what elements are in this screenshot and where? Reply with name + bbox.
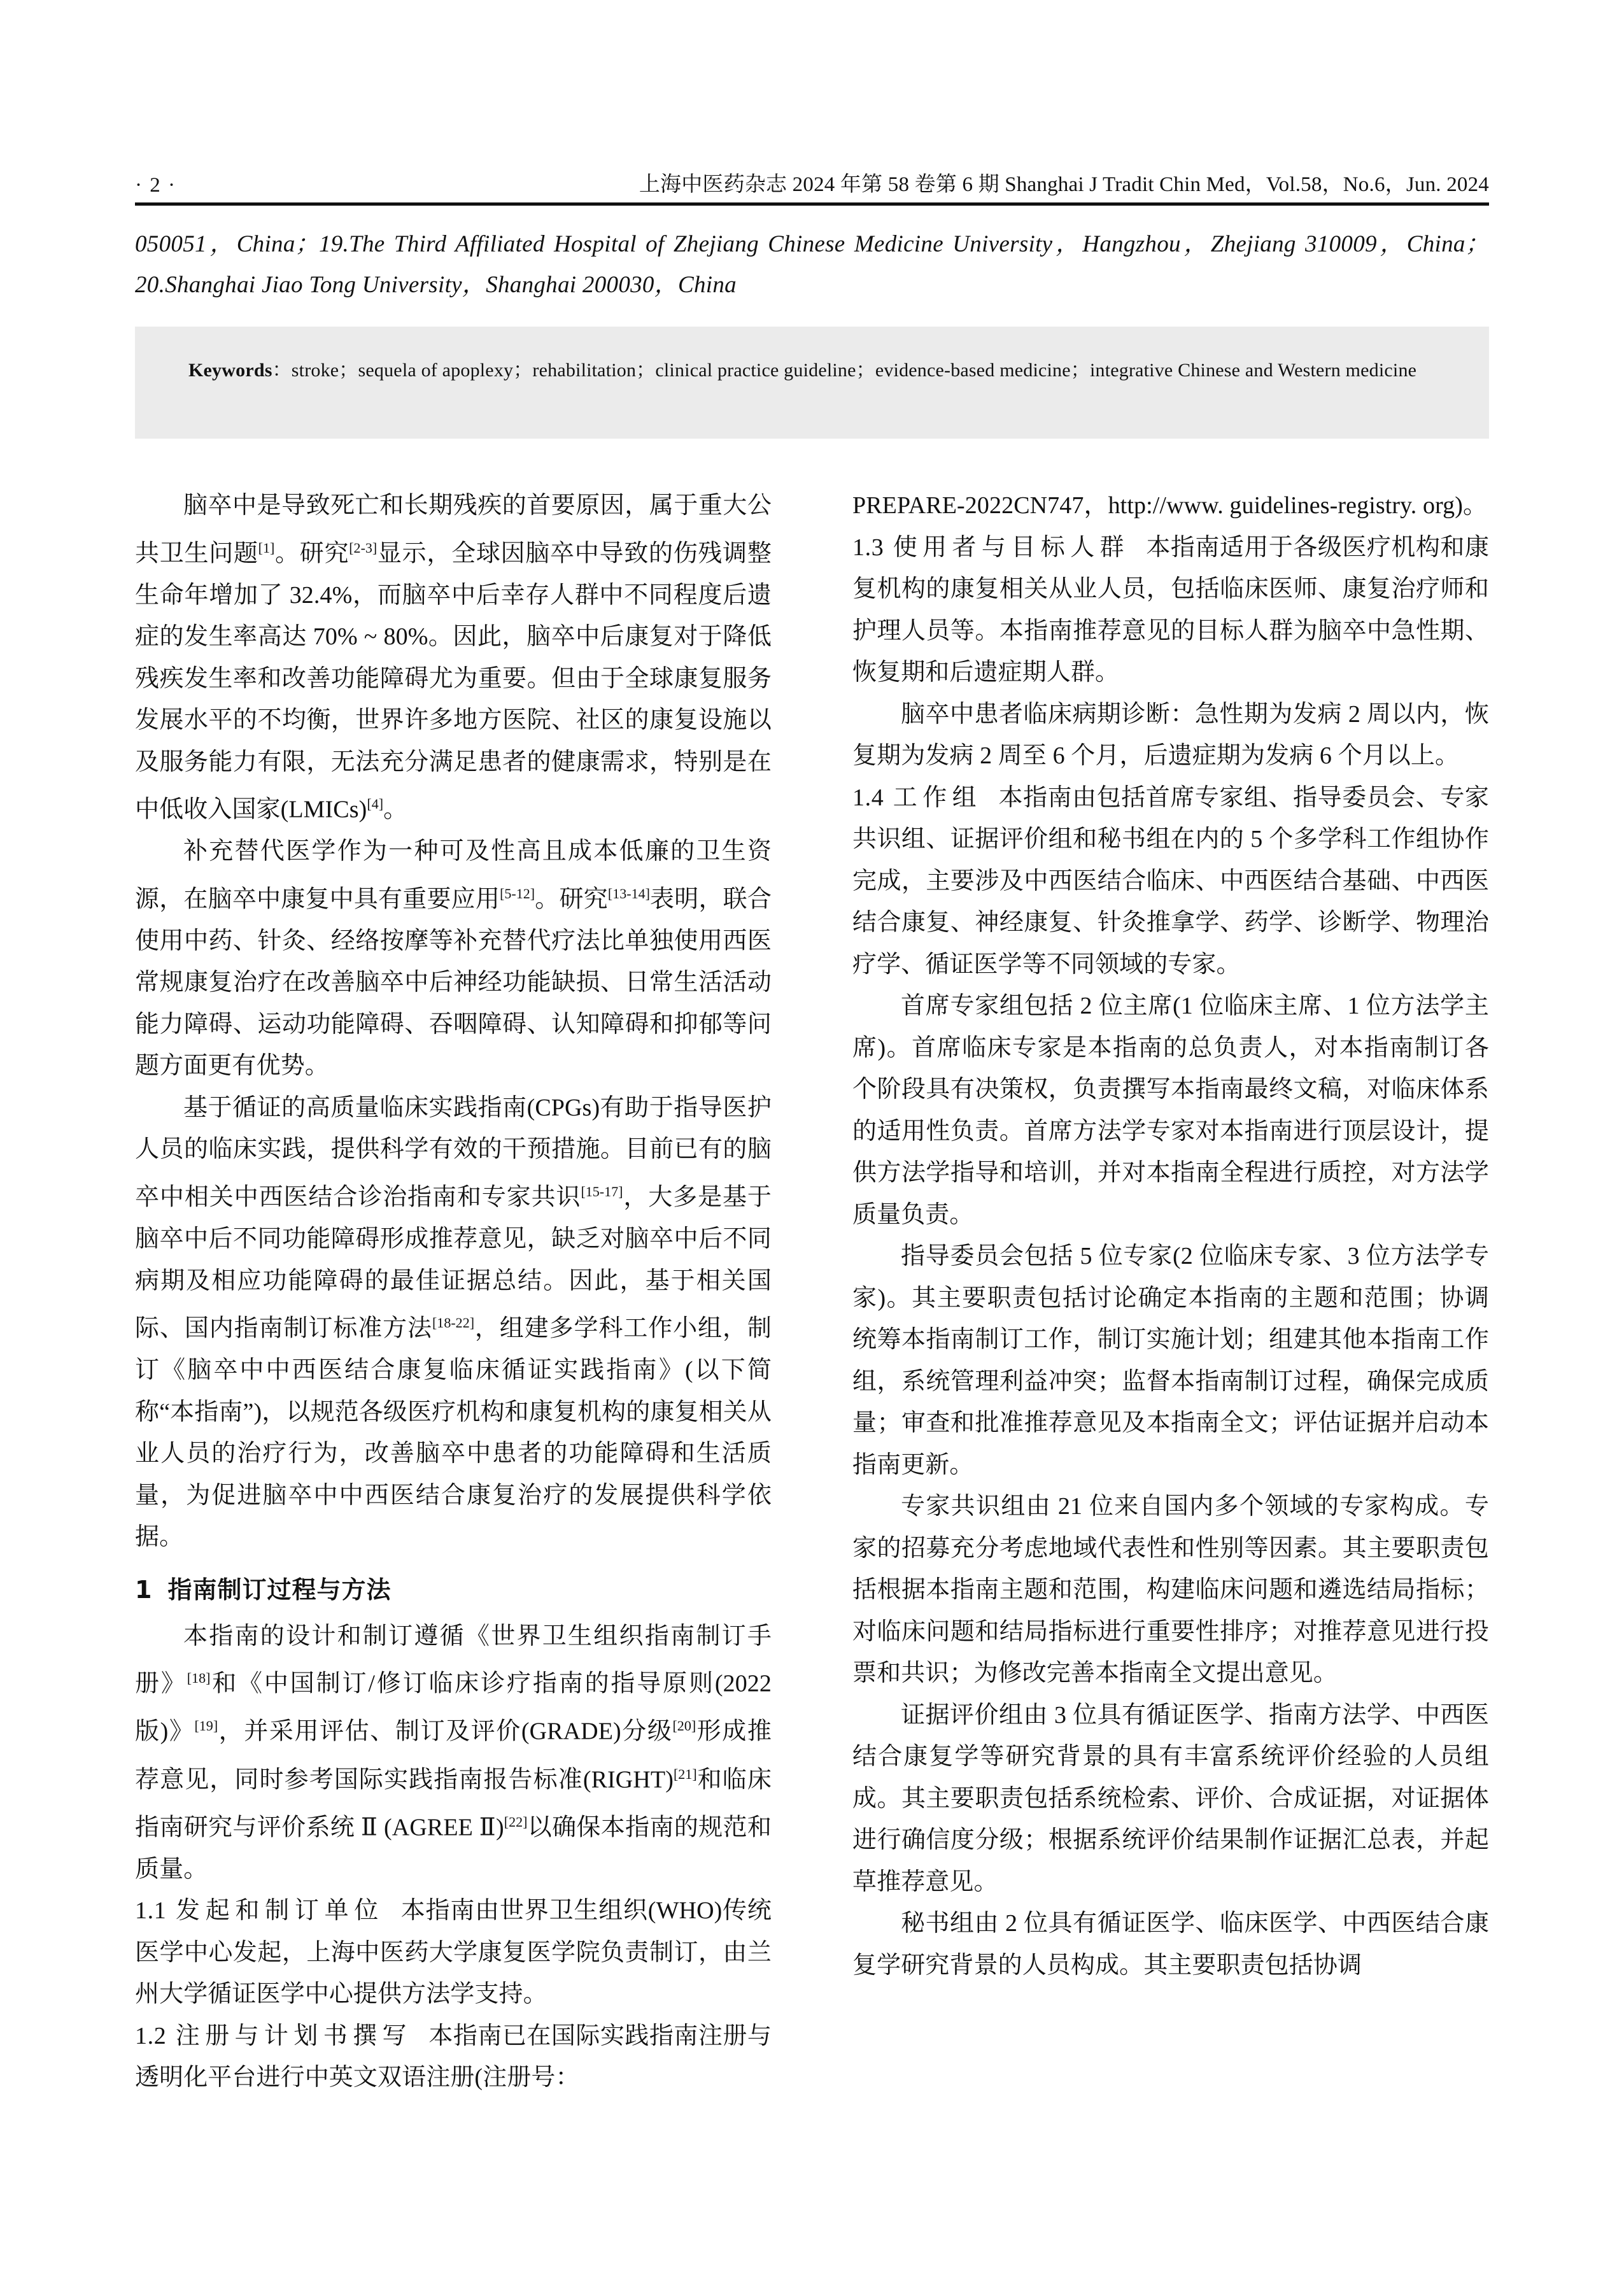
subsection-number: 1.2 — [135, 2022, 167, 2049]
paragraph-steering-committee: 指导委员会包括 5 位专家(2 位临床专家、3 位方法学专家)。其主要职责包括讨论确定本指南的主题和范围；协调统筹本指南制订工作，制订实施计划；组建其他本指南工作组，系统管理利益冲突；监督本指南制订过程，确保完成质量；审查和批准推荐意见及本指南全文；评估证据并启动本指南更新。 — [852, 1243, 1489, 1478]
page-folio: · 2 · — [135, 174, 176, 197]
paragraph-chief-expert-group: 首席专家组包括 2 位主席(1 位临床主席、1 位方法学主席)。首席临床专家是本指南的总负责人，对本指南制订各个阶段具有决策权，负责撰写本指南最终文稿，对临床体系的适用性负责。首席方法学专家对本指南进行顶层设计，提供方法学指导和培训，并对本指南全程进行质控，对方法学质量负责。 — [852, 993, 1489, 1228]
journal-citation: 上海中医药杂志 2024 年第 58 卷第 6 期 Shanghai J Tradit Chin Med，Vol.58，No.6，Jun. 2024 — [639, 173, 1489, 196]
subsection-title: 工作组 — [893, 784, 982, 811]
paragraph-methods-overview: 本指南的设计和制订遵循《世界卫生组织指南制订手册》[18]和《中国制订/修订临床诊疗指南的指导原则(2022 版)》[19]，并采用评估、制订及评价(GRADE)分级[20]形成推荐意见，同时参考国际实践指南报告标准(RIGHT)[21]和临床指南研究与评价系统 Ⅱ (AGREE Ⅱ)[22]以确保本指南的规范和质量。 — [135, 1622, 772, 1883]
subsection-number: 1.4 — [852, 784, 884, 811]
subsection-1-4 — [852, 777, 1489, 986]
paragraph-evidence-group: 证据评价组由 3 位具有循证医学、指南方法学、中西医结合康复学等研究背景的具有丰富系统评价经验的人员组成。其主要职责包括系统检索、评价、合成证据，对证据体进行确信度分级；根据系统评价结果制作证据汇总表，并起草推荐意见。 — [852, 1701, 1489, 1895]
paragraph-secretariat-group: 秘书组由 2 位具有循证医学、临床医学、中西医结合康复学研究背景的人员构成。其主要职责包括协调 — [852, 1910, 1489, 1979]
reference-marker: [13-14] — [607, 885, 650, 902]
subsection-body: 本指南由包括首席专家组、指导委员会、专家共识组、证据评价组和秘书组在内的 5 个多学科工作组协作完成，主要涉及中西医结合临床、中西医结合基础、中西医结合康复、神经康复、针灸推拿学、药学、诊断学、物理治疗学、循证医学等不同领域的专家。 — [852, 784, 1489, 978]
reference-marker: [19] — [194, 1718, 218, 1734]
paragraph-intro-1: 脑卒中是导致死亡和长期残疾的首要原因，属于重大公共卫生问题[1]。研究[2-3]显示，全球因脑卒中导致的伤残调整生命年增加了 32.4%，而脑卒中后幸存人群中不同程度后遗症的发生率高达 70% ~ 80%。因此，脑卒中后康复对于降低残疾发生率和改善功能障碍尤为重要。但由于全球康复服务发展水平的不均衡，世界许多地方医院、社区的康复设施以及服务能力有限，无法充分满足患者的健康需求，特别是在中低收入国家(LMICs)[4]。 — [135, 492, 772, 823]
keywords-terms: stroke；sequela of apoplexy；rehabilitation；clinical practice guideline；evidence-based medicine；integrative Chinese and Western medicine — [291, 360, 1417, 381]
subsection-1-1 — [135, 1890, 772, 2016]
affiliation-list: 050051，China；19.The Third Affiliated Hospital of Zhejiang Chinese Medicine University，Hangzhou，Zhejiang 310009，China；20.Shanghai Jiao Tong University，Shanghai 200030，China — [135, 231, 1489, 298]
reference-marker: [18] — [187, 1670, 211, 1687]
subsection-1-2 — [135, 2016, 772, 2099]
section-number: 1 — [135, 1575, 153, 1604]
reference-marker: [5-12] — [500, 885, 535, 902]
section-title: 指南制订过程与方法 — [167, 1575, 392, 1604]
body-columns — [135, 485, 1489, 2204]
reference-marker: [15-17] — [581, 1183, 623, 1199]
subsection-1-3 — [852, 527, 1489, 694]
reference-marker: [20] — [672, 1718, 696, 1734]
reference-marker: [4] — [367, 796, 384, 812]
subsection-title: 注册与计划书撰写 — [175, 2022, 412, 2049]
column-right — [852, 485, 1489, 1986]
reference-marker: [2-3] — [349, 539, 378, 556]
keywords-text — [188, 352, 1436, 389]
column-left — [135, 485, 772, 2099]
reference-marker: [21] — [673, 1765, 697, 1782]
keywords-label: Keywords — [188, 360, 272, 381]
keywords-box — [135, 327, 1489, 439]
reference-marker: [22] — [504, 1813, 528, 1830]
paragraph-consensus-group: 专家共识组由 21 位来自国内多个领域的专家构成。专家的招募充分考虑地域代表性和性别等因素。其主要职责包括根据本指南主题和范围，构建临床问题和遴选结局指标；对临床问题和结局指标进行重要性排序；对推荐意见进行投票和共识；为修改完善本指南全文提出意见。 — [852, 1493, 1489, 1687]
subsection-number: 1.1 — [135, 1897, 167, 1925]
subsection-title: 使用者与目标人群 — [893, 534, 1129, 561]
subsection-title: 发起和制订单位 — [175, 1897, 384, 1925]
section-heading-1 — [135, 1567, 772, 1612]
subsection-number: 1.3 — [852, 534, 884, 561]
paragraph-registration-continued: PREPARE-2022CN747，http://www. guidelines-registry. org)。 — [852, 492, 1488, 519]
subsection-body: 本指南适用于各级医疗机构和康复机构的康复相关从业人员，包括临床医师、康复治疗师和护理人员等。本指南推荐意见的目标人群为脑卒中急性期、恢复期和后遗症期人群。 — [852, 534, 1489, 686]
reference-marker: [18-22] — [432, 1315, 475, 1331]
paragraph-clinical-stages: 脑卒中患者临床病期诊断：急性期为发病 2 周以内，恢复期为发病 2 周至 6 个月，后遗症期为发病 6 个月以上。 — [852, 700, 1489, 769]
keywords-separator: ： — [272, 360, 292, 381]
subsection-body: 本指南由世界卫生组织(WHO)传统医学中心发起，上海中医药大学康复医学院负责制订，由兰州大学循证医学中心提供方法学支持。 — [135, 1897, 772, 2008]
running-head — [135, 158, 1489, 197]
subsection-body: 本指南已在国际实践指南注册与透明化平台进行中英文双语注册(注册号： — [135, 2022, 772, 2091]
paragraph-intro-2: 补充替代医学作为一种可及性高且成本低廉的卫生资源，在脑卒中康复中具有重要应用[5-12]。研究[13-14]表明，联合使用中药、针灸、经络按摩等补充替代疗法比单独使用西医常规康复治疗在改善脑卒中后神经功能缺损、日常生活活动能力障碍、运动功能障碍、吞咽障碍、认知障碍和抑郁等问题方面更有优势。 — [135, 838, 772, 1080]
reference-marker: [1] — [258, 539, 275, 556]
paragraph-intro-3: 基于循证的高质量临床实践指南(CPGs)有助于指导医护人员的临床实践，提供科学有效的干预措施。目前已有的脑卒中相关中西医结合诊治指南和专家共识[15-17]，大多是基于脑卒中后不同功能障碍形成推荐意见，缺乏对脑卒中后不同病期及相应功能障碍的最佳证据总结。因此，基于相关国际、国内指南制订标准方法[18-22]，组建多学科工作小组，制订《脑卒中中西医结合康复临床循证实践指南》(以下简称“本指南”)，以规范各级医疗机构和康复机构的康复相关从业人员的治疗行为，改善脑卒中患者的功能障碍和生活质量，为促进脑卒中中西医结合康复治疗的发展提供科学依据。 — [135, 1094, 772, 1551]
header-rule — [135, 202, 1489, 206]
